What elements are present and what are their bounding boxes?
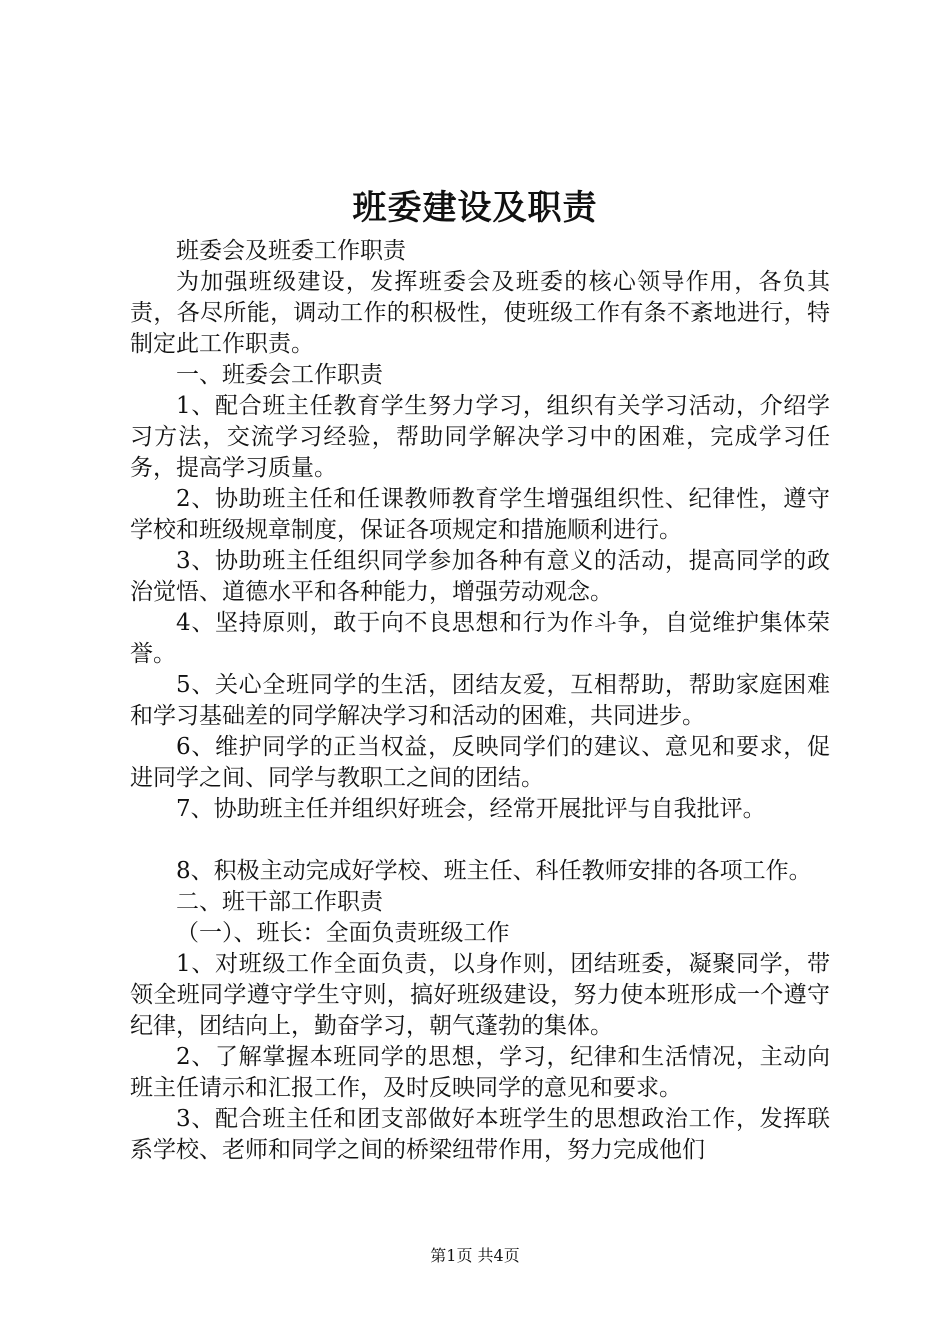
list-item: 5、关心全班同学的生活，团结友爱，互相帮助，帮助家庭困难和学习基础差的同学解决学习和活动的困难，共同进步。 [130, 672, 830, 729]
section-heading: 一、班委会工作职责 [176, 362, 383, 388]
paragraph: 为加强班级建设，发挥班委会及班委的核心领导作用，各负其责，各尽所能，调动工作的积极性，使班级工作有条不紊地进行，特制定此工作职责。 [130, 269, 830, 357]
section-heading: 二、班干部工作职责 [176, 889, 383, 915]
list-item: 4、坚持原则，敢于向不良思想和行为作斗争，自觉维护集体荣誉。 [130, 610, 830, 667]
list-item: 8、积极主动完成好学校、班主任、科任教师安排的各项工作。 [176, 858, 812, 884]
document-body [130, 236, 830, 1166]
paragraph: 班委会及班委工作职责 [176, 238, 406, 264]
page-number: 第1页 共4页 [430, 1246, 520, 1265]
list-item: 3、配合班主任和团支部做好本班学生的思想政治工作，发挥联系学校、老师和同学之间的桥梁纽带作用，努力完成他们 [130, 1106, 830, 1163]
list-item: 3、协助班主任组织同学参加各种有意义的活动，提高同学的政治觉悟、道德水平和各种能力，增强劳动观念。 [130, 548, 830, 605]
list-item: 7、协助班主任并组织好班会，经常开展批评与自我批评。 [176, 796, 766, 822]
list-item: 2、协助班主任和任课教师教育学生增强组织性、纪律性，遵守学校和班级规章制度，保证各项规定和措施顺利进行。 [130, 486, 830, 543]
list-item: 1、对班级工作全面负责，以身作则，团结班委，凝聚同学，带领全班同学遵守学生守则，搞好班级建设，努力使本班形成一个遵守纪律，团结向上，勤奋学习，朝气蓬勃的集体。 [130, 951, 830, 1039]
list-item: 1、配合班主任教育学生努力学习，组织有关学习活动，介绍学习方法，交流学习经验，帮助同学解决学习中的困难，完成学习任务，提高学习质量。 [130, 393, 830, 481]
document-title: 班委建设及职责 [352, 188, 598, 228]
list-item: 2、了解掌握本班同学的思想，学习，纪律和生活情况，主动向班主任请示和汇报工作，及时反映同学的意见和要求。 [130, 1044, 830, 1101]
subsection-heading: （一）、班长：全面负责班级工作 [176, 920, 510, 946]
list-item: 6、维护同学的正当权益，反映同学们的建议、意见和要求，促进同学之间、同学与教职工之间的团结。 [130, 734, 830, 791]
